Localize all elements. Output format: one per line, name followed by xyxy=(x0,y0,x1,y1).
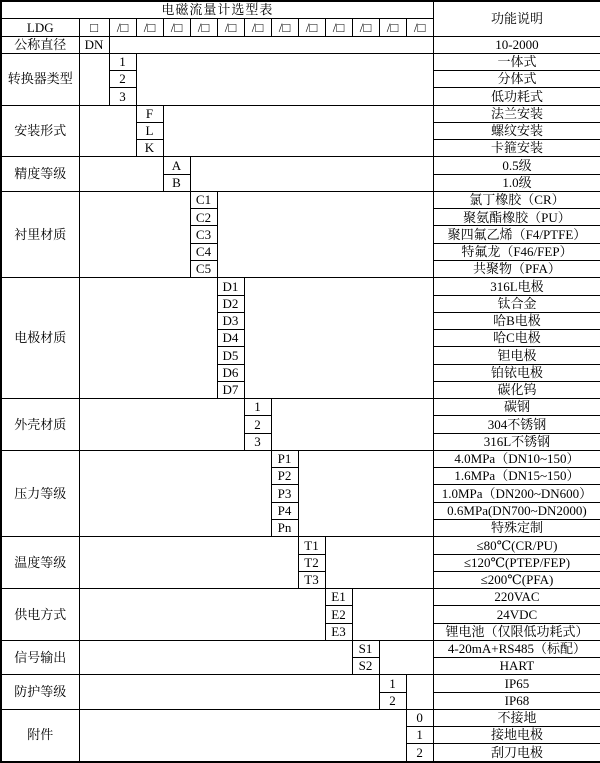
section-label: 转换器类型 xyxy=(1,53,79,105)
section-label: 信号输出 xyxy=(1,640,79,675)
empty-span-cell xyxy=(79,105,136,157)
empty-span-cell xyxy=(244,278,433,399)
option-desc: 不接地 xyxy=(433,709,600,726)
option-desc: 1.0级 xyxy=(433,174,600,191)
function-desc-header: 功能说明 xyxy=(433,1,600,36)
option-desc: 4-20mA+RS485（标配） xyxy=(433,640,600,657)
model-code-slot-checkbox-icon: /□ xyxy=(163,19,190,36)
section-label: 压力等级 xyxy=(1,450,79,536)
option-code: 2 xyxy=(406,744,433,762)
option-desc: 聚四氟乙烯（F4/PTFE） xyxy=(433,226,600,243)
option-code: D6 xyxy=(217,364,244,381)
option-code: P2 xyxy=(271,468,298,485)
option-desc: 铂铱电极 xyxy=(433,364,600,381)
option-desc: ≤200℃(PFA) xyxy=(433,571,600,588)
empty-span-cell xyxy=(79,450,271,536)
option-code: T1 xyxy=(298,537,325,554)
model-code-slot-checkbox-icon: /□ xyxy=(190,19,217,36)
diameter-code: DN xyxy=(79,36,109,53)
option-code: 1 xyxy=(406,727,433,744)
option-desc: 分体式 xyxy=(433,71,600,88)
model-code-slot-checkbox-icon: /□ xyxy=(244,19,271,36)
empty-span-cell xyxy=(79,709,406,761)
empty-span-cell xyxy=(79,191,190,277)
model-code-slot-checkbox-icon: /□ xyxy=(325,19,352,36)
model-code-slot-checkbox-icon: □ xyxy=(79,19,109,36)
option-desc: 1.0MPa（DN200~DN600） xyxy=(433,485,600,502)
option-code: C4 xyxy=(190,243,217,260)
option-code: D5 xyxy=(217,347,244,364)
option-code: E2 xyxy=(325,606,352,623)
option-desc: 氯丁橡胶（CR） xyxy=(433,191,600,208)
empty-span-cell xyxy=(79,640,352,675)
empty-span-cell xyxy=(79,537,298,589)
option-code: S1 xyxy=(352,640,379,657)
option-code: T2 xyxy=(298,554,325,571)
option-code: L xyxy=(136,122,163,139)
empty-span-cell xyxy=(79,399,244,451)
option-code: D3 xyxy=(217,312,244,329)
option-code: 2 xyxy=(379,692,406,709)
model-code-slot-checkbox-icon: /□ xyxy=(406,19,433,36)
option-code: A xyxy=(163,157,190,174)
empty-span-cell xyxy=(163,105,433,157)
empty-span-cell xyxy=(79,278,217,399)
option-desc: IP65 xyxy=(433,675,600,692)
option-code: C5 xyxy=(190,260,217,277)
model-code-slot-checkbox-icon: /□ xyxy=(136,19,163,36)
empty-span-cell xyxy=(79,157,163,192)
option-code: E1 xyxy=(325,589,352,606)
option-code: D2 xyxy=(217,295,244,312)
diameter-label: 公称直径 xyxy=(1,36,79,53)
option-desc: 螺纹安装 xyxy=(433,122,600,139)
option-code: S2 xyxy=(352,658,379,675)
section-label: 防护等级 xyxy=(1,675,79,710)
option-code: 1 xyxy=(244,399,271,416)
option-desc: 聚氨酯橡胶（PU） xyxy=(433,209,600,226)
option-code: C3 xyxy=(190,226,217,243)
section-label: 衬里材质 xyxy=(1,191,79,277)
option-desc: 卡箍安装 xyxy=(433,140,600,157)
option-code: C2 xyxy=(190,209,217,226)
model-code-slot-checkbox-icon: /□ xyxy=(379,19,406,36)
empty-span-cell xyxy=(406,675,433,710)
option-code: 3 xyxy=(244,433,271,450)
empty-span-cell xyxy=(79,53,109,105)
model-code-slot-checkbox-icon: /□ xyxy=(352,19,379,36)
option-code: P4 xyxy=(271,502,298,519)
section-label: 精度等级 xyxy=(1,157,79,192)
option-desc: HART xyxy=(433,658,600,675)
model-code-slot-checkbox-icon: /□ xyxy=(217,19,244,36)
option-code: K xyxy=(136,140,163,157)
option-desc: 共聚物（PFA） xyxy=(433,260,600,277)
section-label: 外壳材质 xyxy=(1,399,79,451)
option-desc: 0.6MPa(DN700~DN2000) xyxy=(433,502,600,519)
empty-span-cell xyxy=(325,537,433,589)
option-code: D4 xyxy=(217,330,244,347)
empty-span-cell xyxy=(109,36,433,53)
section-label: 安装形式 xyxy=(1,105,79,157)
empty-span-cell xyxy=(271,399,433,451)
option-code: Pn xyxy=(271,519,298,536)
model-code-slot-checkbox-icon: /□ xyxy=(109,19,136,36)
option-code: 3 xyxy=(109,88,136,105)
option-desc: 316L电极 xyxy=(433,278,600,295)
option-desc: 0.5级 xyxy=(433,157,600,174)
option-desc: 304不锈钢 xyxy=(433,416,600,433)
empty-span-cell xyxy=(79,589,325,641)
option-code: F xyxy=(136,105,163,122)
option-desc: 法兰安装 xyxy=(433,105,600,122)
option-desc: 哈C电极 xyxy=(433,330,600,347)
empty-span-cell xyxy=(217,191,433,277)
model-code-slot-checkbox-icon: /□ xyxy=(271,19,298,36)
empty-span-cell xyxy=(352,589,433,641)
option-code: 2 xyxy=(109,71,136,88)
option-desc: IP68 xyxy=(433,692,600,709)
empty-span-cell xyxy=(79,675,379,710)
empty-span-cell xyxy=(379,640,433,675)
option-desc: 24VDC xyxy=(433,606,600,623)
option-code: D7 xyxy=(217,381,244,398)
option-desc: 特殊定制 xyxy=(433,519,600,536)
option-code: C1 xyxy=(190,191,217,208)
section-label: 附件 xyxy=(1,709,79,761)
model-code-slot-checkbox-icon: /□ xyxy=(298,19,325,36)
option-desc: 钛合金 xyxy=(433,295,600,312)
option-desc: ≤80℃(CR/PU) xyxy=(433,537,600,554)
option-code: B xyxy=(163,174,190,191)
table-title: 电磁流量计选型表 xyxy=(1,1,433,19)
empty-span-cell xyxy=(136,53,433,105)
option-code: P1 xyxy=(271,450,298,467)
option-desc: 碳化钨 xyxy=(433,381,600,398)
option-desc: 哈B电极 xyxy=(433,312,600,329)
option-code: P3 xyxy=(271,485,298,502)
diameter-desc: 10-2000 xyxy=(433,36,600,53)
option-desc: 4.0MPa（DN10~150） xyxy=(433,450,600,467)
option-desc: 316L不锈钢 xyxy=(433,433,600,450)
option-desc: 低功耗式 xyxy=(433,88,600,105)
empty-span-cell xyxy=(190,157,433,192)
option-code: D1 xyxy=(217,278,244,295)
option-desc: 接地电极 xyxy=(433,727,600,744)
option-desc: 碳钢 xyxy=(433,399,600,416)
option-code: 2 xyxy=(244,416,271,433)
option-code: 1 xyxy=(379,675,406,692)
option-desc: 一体式 xyxy=(433,53,600,70)
option-desc: 钽电极 xyxy=(433,347,600,364)
option-code: 1 xyxy=(109,53,136,70)
section-label: 供电方式 xyxy=(1,589,79,641)
section-label: 电极材质 xyxy=(1,278,79,399)
section-label: 温度等级 xyxy=(1,537,79,589)
empty-span-cell xyxy=(298,450,433,536)
option-desc: 220VAC xyxy=(433,589,600,606)
option-code: E3 xyxy=(325,623,352,640)
option-desc: 刮刀电极 xyxy=(433,744,600,762)
option-desc: ≤120℃(PTEP/FEP) xyxy=(433,554,600,571)
option-code: T3 xyxy=(298,571,325,588)
option-desc: 1.6MPa（DN15~150） xyxy=(433,468,600,485)
option-code: 0 xyxy=(406,709,433,726)
option-desc: 特氟龙（F46/FEP） xyxy=(433,243,600,260)
model-prefix: LDG xyxy=(1,19,79,36)
option-desc: 锂电池（仅限低功耗式） xyxy=(433,623,600,640)
